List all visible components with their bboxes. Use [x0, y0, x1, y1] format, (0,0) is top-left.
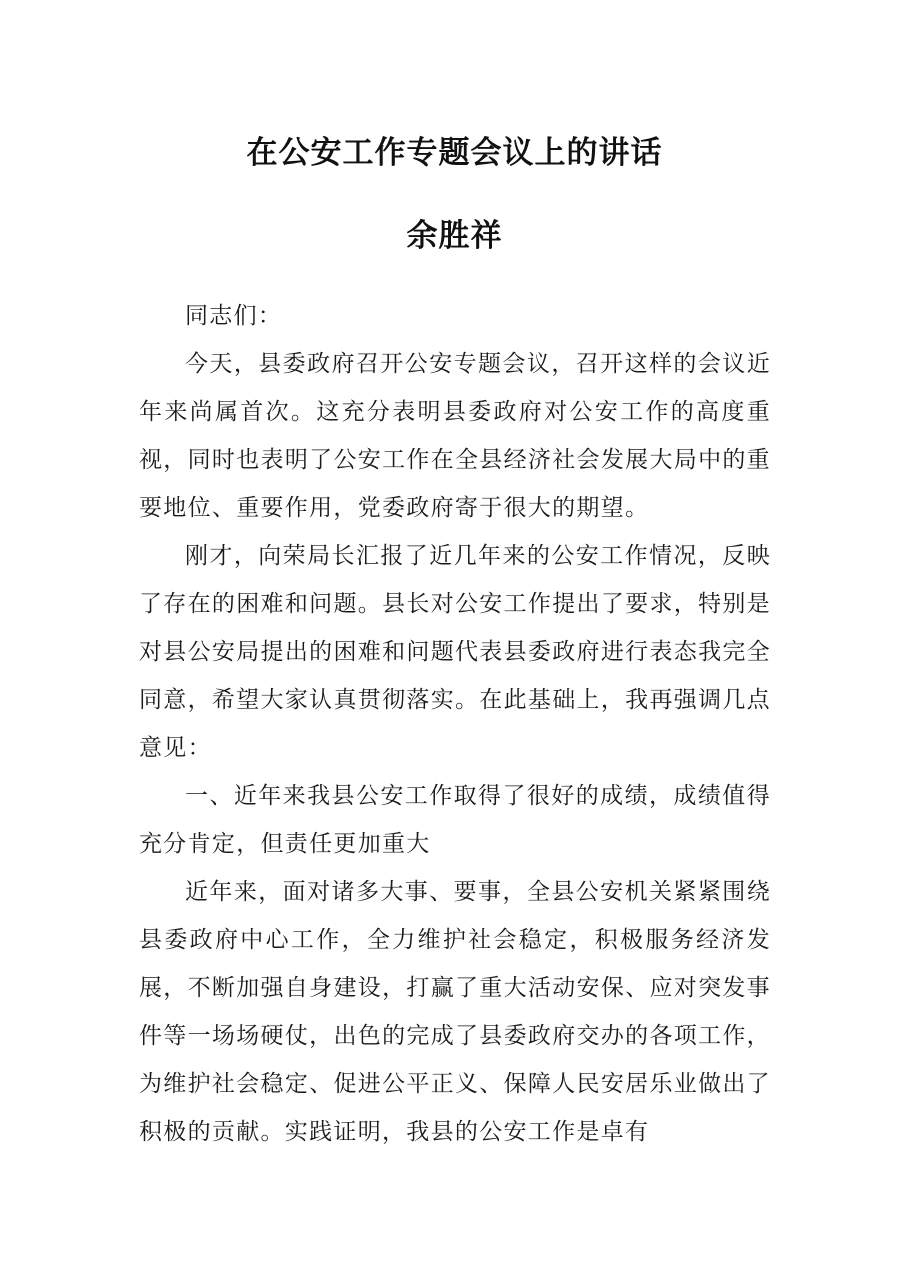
document-title: 在公安工作专题会议上的讲话: [246, 135, 663, 171]
paragraph-achievements: 近年来，面对诸多大事、要事，全县公安机关紧紧围绕县委政府中心工作，全力维护社会稳定，积极服务经济发展，不断加强自身建设，打赢了重大活动安保、应对突发事件等一场场硬仗，出色的完成了县委政府交办的各项工作，为维护社会稳定、促进公平正义、保障人民安居乐业做出了积极的贡献。实践证明，我县的公安工作是卓有: [139, 879, 771, 1145]
paragraph-salutation: 同志们：: [185, 303, 283, 329]
document-body: [139, 292, 771, 1156]
paragraph-report: 刚才，向荣局长汇报了近几年来的公安工作情况，反映了存在的困难和问题。县长对公安工作提出了要求，特别是对县公安局提出的困难和问题代表县委政府进行表态我完全同意，希望大家认真贯彻落实。在此基础上，我再强调几点意见：: [139, 543, 771, 761]
paragraph-intro: 今天，县委政府召开公安专题会议，召开这样的会议近年来尚属首次。这充分表明县委政府对公安工作的高度重视，同时也表明了公安工作在全县经济社会发展大局中的重要地位、重要作用，党委政府寄于很大的期望。: [139, 351, 771, 521]
section-heading-1: 一、近年来我县公安工作取得了很好的成绩，成绩值得充分肯定，但责任更加重大: [139, 783, 771, 857]
document-author: 余胜祥: [406, 218, 503, 254]
